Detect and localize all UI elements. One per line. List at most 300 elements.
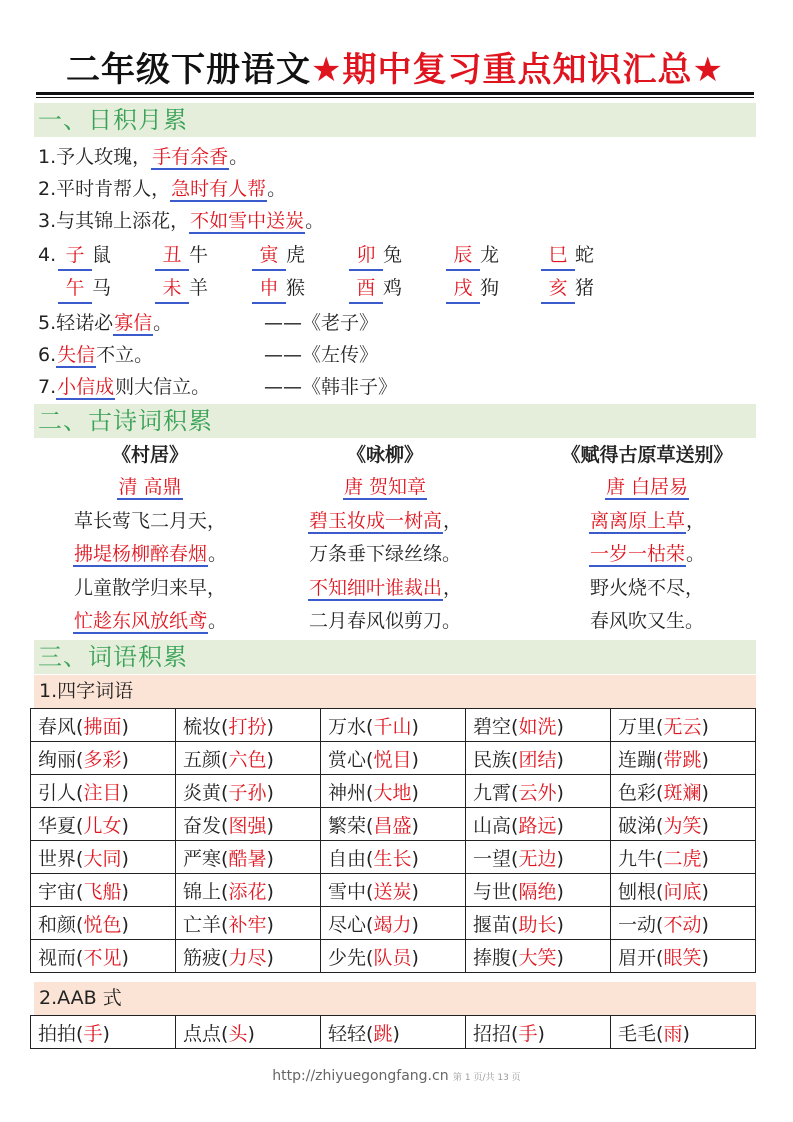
poem-line bbox=[522, 605, 772, 639]
paren-open: ( bbox=[656, 880, 664, 903]
word-prefix: 碧空 bbox=[473, 715, 512, 738]
word-answer: 头 bbox=[228, 1022, 248, 1045]
paren-open: ( bbox=[221, 814, 229, 837]
word-cell bbox=[466, 808, 611, 841]
paren-open: ( bbox=[656, 715, 664, 738]
word-cell bbox=[31, 1016, 176, 1049]
item-text: 不立。 bbox=[96, 344, 154, 366]
word-answer: 子孙 bbox=[228, 781, 267, 804]
paren-open: ( bbox=[221, 1022, 229, 1045]
answer-text: 不如雪中送炭 bbox=[190, 210, 305, 232]
word-prefix: 繁荣 bbox=[328, 814, 367, 837]
word-answer: 带跳 bbox=[663, 748, 702, 771]
word-cell bbox=[321, 1016, 466, 1049]
paren-open: ( bbox=[221, 847, 229, 870]
answer-text: 小信成 bbox=[57, 376, 115, 398]
paren-open: ( bbox=[511, 814, 519, 837]
poem-line bbox=[522, 538, 772, 572]
word-answer: 队员 bbox=[373, 946, 412, 969]
word-cell bbox=[611, 940, 756, 973]
paren-close: ) bbox=[411, 880, 419, 903]
word-prefix: 刨根 bbox=[618, 880, 657, 903]
aab-table bbox=[30, 1015, 756, 1049]
paren-open: ( bbox=[366, 880, 374, 903]
poem-answer: 离离原上草 bbox=[589, 509, 685, 532]
word-answer: 大地 bbox=[373, 781, 412, 804]
poem-answer: 忙趁东风放纸鸢 bbox=[73, 610, 207, 632]
paren-open: ( bbox=[366, 1022, 374, 1045]
subheading-four-char: 1.四字词语 bbox=[34, 675, 756, 708]
paren-close: ) bbox=[392, 1022, 400, 1045]
zodiac-branch: 未 bbox=[155, 274, 189, 304]
item-text: 与其锦上添花， bbox=[56, 210, 190, 232]
word-prefix: 五颜 bbox=[183, 748, 222, 771]
word-prefix: 一动 bbox=[618, 913, 657, 936]
paren-close: ) bbox=[701, 715, 709, 738]
answer-text: 失信 bbox=[57, 344, 96, 366]
quote-line bbox=[38, 373, 210, 401]
word-prefix: 神州 bbox=[328, 781, 367, 804]
paren-close: ) bbox=[556, 946, 564, 969]
word-cell bbox=[176, 808, 321, 841]
paren-close: ) bbox=[556, 880, 564, 903]
word-cell bbox=[31, 742, 176, 775]
word-prefix: 民族 bbox=[473, 748, 512, 771]
paren-open: ( bbox=[366, 946, 374, 969]
paren-close: ) bbox=[411, 946, 419, 969]
paren-close: ) bbox=[266, 847, 274, 870]
zodiac-animal: 鸡 bbox=[383, 277, 403, 299]
poem-author bbox=[522, 471, 772, 505]
answer-text: 手有余香 bbox=[152, 146, 229, 168]
word-cell bbox=[466, 775, 611, 808]
word-answer: 六色 bbox=[228, 748, 267, 771]
poem-text: 万条垂下绿丝绦。 bbox=[308, 543, 461, 565]
word-cell bbox=[31, 709, 176, 742]
paren-close: ) bbox=[121, 946, 129, 969]
subheading-aab: 2.AAB 式 bbox=[34, 982, 756, 1015]
item-punct: 。 bbox=[305, 210, 325, 232]
word-cell bbox=[176, 874, 321, 907]
page-title bbox=[36, 48, 754, 92]
paren-open: ( bbox=[511, 880, 519, 903]
paren-close: ) bbox=[411, 814, 419, 837]
star-icon: ★ bbox=[692, 50, 724, 90]
zodiac-animal: 羊 bbox=[189, 277, 209, 299]
word-cell bbox=[611, 742, 756, 775]
paren-open: ( bbox=[76, 748, 84, 771]
zodiac-pair bbox=[58, 241, 111, 271]
word-prefix: 亡羊 bbox=[183, 913, 222, 936]
word-answer: 千山 bbox=[373, 715, 412, 738]
word-cell bbox=[611, 1016, 756, 1049]
paren-open: ( bbox=[511, 715, 519, 738]
word-prefix: 拍拍 bbox=[38, 1022, 77, 1045]
paren-open: ( bbox=[366, 814, 374, 837]
poem-line bbox=[260, 505, 510, 539]
paren-open: ( bbox=[656, 913, 664, 936]
paren-close: ) bbox=[701, 913, 709, 936]
paren-close: ) bbox=[556, 913, 564, 936]
word-cell bbox=[176, 775, 321, 808]
paren-close: ) bbox=[537, 1022, 545, 1045]
word-answer: 问底 bbox=[663, 880, 702, 903]
word-answer: 大同 bbox=[83, 847, 122, 870]
paren-close: ) bbox=[556, 847, 564, 870]
title-rule-thin bbox=[36, 97, 754, 98]
word-answer: 无云 bbox=[663, 715, 702, 738]
word-cell bbox=[611, 874, 756, 907]
word-cell bbox=[321, 940, 466, 973]
item-num: 2. bbox=[38, 178, 57, 200]
zodiac-pair bbox=[252, 241, 305, 271]
item-punct: 。 bbox=[267, 178, 287, 200]
word-answer: 路远 bbox=[518, 814, 557, 837]
paren-close: ) bbox=[411, 715, 419, 738]
word-cell bbox=[31, 874, 176, 907]
section-heading-1: 一、日积月累 bbox=[34, 103, 756, 137]
poem-column bbox=[260, 441, 510, 639]
section-heading-2: 二、古诗词积累 bbox=[34, 404, 756, 438]
proverb-line bbox=[38, 143, 248, 171]
word-answer: 斑斓 bbox=[663, 781, 702, 804]
poem-answer: 拂堤杨柳醉春烟 bbox=[73, 543, 207, 565]
footer-url[interactable]: http://zhiyuegongfang.cn bbox=[272, 1068, 449, 1084]
poem-punct: 。 bbox=[208, 543, 228, 565]
four-char-table bbox=[30, 708, 756, 973]
word-cell bbox=[31, 808, 176, 841]
word-prefix: 和颜 bbox=[38, 913, 77, 936]
word-prefix: 绚丽 bbox=[38, 748, 77, 771]
paren-open: ( bbox=[76, 1022, 84, 1045]
page-number: 第 1 页/共 13 页 bbox=[453, 1073, 521, 1083]
paren-open: ( bbox=[366, 715, 374, 738]
poem-line bbox=[260, 605, 510, 639]
paren-open: ( bbox=[511, 913, 519, 936]
item-num: 1. bbox=[38, 146, 57, 168]
poem-text: 二月春风似剪刀。 bbox=[308, 610, 461, 632]
poem-line bbox=[260, 572, 510, 606]
poem-punct: 。 bbox=[208, 610, 228, 632]
quote-line bbox=[38, 341, 153, 369]
poem-column bbox=[25, 441, 275, 639]
poem-punct: ， bbox=[443, 576, 463, 599]
paren-close: ) bbox=[266, 715, 274, 738]
word-prefix: 少先 bbox=[328, 946, 367, 969]
word-prefix: 破涕 bbox=[618, 814, 657, 837]
proverb-line bbox=[38, 175, 286, 203]
poem-answer: 一岁一枯荣 bbox=[589, 543, 685, 565]
word-answer: 云外 bbox=[518, 781, 557, 804]
word-cell bbox=[466, 841, 611, 874]
word-answer: 团结 bbox=[518, 748, 557, 771]
paren-open: ( bbox=[511, 781, 519, 804]
word-answer: 雨 bbox=[663, 1022, 683, 1045]
word-answer: 拂面 bbox=[83, 715, 122, 738]
table-row bbox=[31, 709, 756, 742]
paren-open: ( bbox=[76, 913, 84, 936]
paren-close: ) bbox=[411, 781, 419, 804]
word-cell bbox=[321, 874, 466, 907]
word-cell bbox=[611, 841, 756, 874]
zodiac-num: 4. bbox=[38, 244, 57, 266]
title-rule bbox=[36, 92, 754, 95]
zodiac-pair bbox=[349, 241, 402, 271]
zodiac-pair bbox=[349, 274, 402, 304]
word-answer: 打扮 bbox=[228, 715, 267, 738]
poem-punct: 。 bbox=[686, 543, 706, 565]
poem-text: 儿童散学归来早， bbox=[73, 576, 226, 599]
word-prefix: 雪中 bbox=[328, 880, 367, 903]
poem-author bbox=[260, 471, 510, 505]
word-prefix: 与世 bbox=[473, 880, 512, 903]
poem-title: 《赋得古原草送别》 bbox=[561, 444, 733, 466]
quote-source: ——《左传》 bbox=[264, 344, 379, 366]
poem-title: 《村居》 bbox=[111, 444, 188, 466]
paren-open: ( bbox=[221, 715, 229, 738]
paren-open: ( bbox=[511, 1022, 519, 1045]
word-answer: 眼笑 bbox=[663, 946, 702, 969]
poem-line bbox=[25, 505, 275, 539]
poem-punct: ， bbox=[686, 509, 706, 532]
word-cell bbox=[321, 841, 466, 874]
poem-answer: 不知细叶谁裁出 bbox=[308, 576, 442, 599]
word-prefix: 捧腹 bbox=[473, 946, 512, 969]
paren-close: ) bbox=[556, 715, 564, 738]
word-answer: 酷暑 bbox=[228, 847, 267, 870]
zodiac-pair bbox=[541, 241, 594, 271]
word-cell bbox=[611, 808, 756, 841]
word-cell bbox=[611, 709, 756, 742]
word-cell bbox=[466, 874, 611, 907]
zodiac-animal: 蛇 bbox=[575, 244, 595, 266]
word-prefix: 奋发 bbox=[183, 814, 222, 837]
word-answer: 添花 bbox=[228, 880, 267, 903]
paren-open: ( bbox=[76, 814, 84, 837]
answer-text: 急时有人帮 bbox=[171, 178, 267, 200]
paren-open: ( bbox=[76, 847, 84, 870]
zodiac-branch: 子 bbox=[58, 241, 92, 271]
paren-close: ) bbox=[121, 880, 129, 903]
word-prefix: 严寒 bbox=[183, 847, 222, 870]
word-cell bbox=[321, 709, 466, 742]
quote-source: ——《老子》 bbox=[264, 312, 379, 334]
word-prefix: 华夏 bbox=[38, 814, 77, 837]
paren-open: ( bbox=[366, 847, 374, 870]
footer bbox=[0, 1068, 793, 1084]
word-answer: 力尽 bbox=[228, 946, 267, 969]
word-answer: 手 bbox=[518, 1022, 538, 1045]
item-num: 3. bbox=[38, 210, 57, 232]
word-prefix: 世界 bbox=[38, 847, 77, 870]
poem-author bbox=[25, 471, 275, 505]
word-cell bbox=[321, 907, 466, 940]
zodiac-branch: 辰 bbox=[446, 241, 480, 271]
paren-open: ( bbox=[221, 781, 229, 804]
zodiac-pair bbox=[446, 274, 499, 304]
word-prefix: 揠苗 bbox=[473, 913, 512, 936]
word-prefix: 引人 bbox=[38, 781, 77, 804]
word-prefix: 眉开 bbox=[618, 946, 657, 969]
zodiac-branch: 午 bbox=[58, 274, 92, 304]
quote-source: ——《韩非子》 bbox=[264, 376, 398, 398]
paren-open: ( bbox=[656, 781, 664, 804]
title-main: 二年级下册语文 bbox=[66, 50, 312, 90]
word-cell bbox=[321, 808, 466, 841]
poem-line bbox=[522, 505, 772, 539]
paren-close: ) bbox=[701, 748, 709, 771]
paren-open: ( bbox=[366, 781, 374, 804]
paren-close: ) bbox=[701, 946, 709, 969]
section-heading-3: 三、词语积累 bbox=[34, 640, 756, 674]
word-answer: 二虎 bbox=[663, 847, 702, 870]
word-cell bbox=[466, 907, 611, 940]
table-row bbox=[31, 841, 756, 874]
poem-text: 草长莺飞二月天， bbox=[73, 509, 226, 532]
word-answer: 飞船 bbox=[83, 880, 122, 903]
word-prefix: 视而 bbox=[38, 946, 77, 969]
word-prefix: 万水 bbox=[328, 715, 367, 738]
word-prefix: 色彩 bbox=[618, 781, 657, 804]
word-cell bbox=[176, 709, 321, 742]
paren-close: ) bbox=[102, 1022, 110, 1045]
word-prefix: 一望 bbox=[473, 847, 512, 870]
item-num: 6. bbox=[38, 344, 57, 366]
zodiac-animal: 虎 bbox=[286, 244, 306, 266]
word-cell bbox=[176, 907, 321, 940]
word-answer: 昌盛 bbox=[373, 814, 412, 837]
answer-text: 寡信 bbox=[114, 312, 153, 334]
zodiac-pair bbox=[541, 274, 594, 304]
zodiac-branch: 亥 bbox=[541, 274, 575, 304]
word-answer: 隔绝 bbox=[518, 880, 557, 903]
word-cell bbox=[611, 907, 756, 940]
zodiac-pair bbox=[155, 274, 208, 304]
paren-close: ) bbox=[556, 781, 564, 804]
poem-answer: 碧玉妆成一树高 bbox=[308, 509, 442, 532]
word-prefix: 炎黄 bbox=[183, 781, 222, 804]
zodiac-animal: 兔 bbox=[383, 244, 403, 266]
word-answer: 无边 bbox=[518, 847, 557, 870]
word-cell bbox=[176, 841, 321, 874]
word-prefix: 春风 bbox=[38, 715, 77, 738]
paren-open: ( bbox=[221, 946, 229, 969]
quote-line bbox=[38, 309, 172, 337]
poem-title: 《咏柳》 bbox=[346, 444, 423, 466]
paren-open: ( bbox=[221, 913, 229, 936]
word-answer: 手 bbox=[83, 1022, 103, 1045]
word-answer: 生长 bbox=[373, 847, 412, 870]
item-text: 予人玫瑰， bbox=[56, 146, 152, 168]
word-answer: 多彩 bbox=[83, 748, 122, 771]
zodiac-pair bbox=[446, 241, 499, 271]
paren-close: ) bbox=[266, 748, 274, 771]
word-cell bbox=[31, 841, 176, 874]
paren-open: ( bbox=[76, 715, 84, 738]
poem-line bbox=[260, 538, 510, 572]
word-prefix: 招招 bbox=[473, 1022, 512, 1045]
item-text: 轻诺必 bbox=[56, 312, 114, 334]
paren-close: ) bbox=[266, 880, 274, 903]
table-row bbox=[31, 907, 756, 940]
author-text: 唐 白居易 bbox=[605, 476, 689, 498]
poem-line bbox=[522, 572, 772, 606]
word-answer: 不见 bbox=[83, 946, 122, 969]
item-text: 平时肯帮人， bbox=[56, 178, 171, 200]
paren-close: ) bbox=[701, 847, 709, 870]
word-prefix: 锦上 bbox=[183, 880, 222, 903]
word-answer: 跳 bbox=[373, 1022, 393, 1045]
paren-open: ( bbox=[511, 748, 519, 771]
zodiac-branch: 申 bbox=[252, 274, 286, 304]
word-prefix: 点点 bbox=[183, 1022, 222, 1045]
proverb-line bbox=[38, 207, 324, 235]
paren-close: ) bbox=[266, 781, 274, 804]
paren-open: ( bbox=[656, 946, 664, 969]
paren-open: ( bbox=[656, 847, 664, 870]
paren-close: ) bbox=[121, 715, 129, 738]
paren-open: ( bbox=[221, 880, 229, 903]
word-cell bbox=[176, 1016, 321, 1049]
item-punct: 。 bbox=[229, 146, 249, 168]
zodiac-animal: 猴 bbox=[286, 277, 306, 299]
item-text: 。 bbox=[153, 312, 173, 334]
zodiac-branch: 戌 bbox=[446, 274, 480, 304]
author-text: 唐 贺知章 bbox=[343, 476, 427, 498]
word-answer: 悦色 bbox=[83, 913, 122, 936]
word-answer: 为笑 bbox=[663, 814, 702, 837]
zodiac-branch: 卯 bbox=[349, 241, 383, 271]
zodiac-animal: 马 bbox=[92, 277, 112, 299]
paren-close: ) bbox=[411, 748, 419, 771]
paren-open: ( bbox=[221, 748, 229, 771]
paren-close: ) bbox=[266, 946, 274, 969]
paren-open: ( bbox=[656, 1022, 664, 1045]
word-answer: 补牢 bbox=[228, 913, 267, 936]
word-answer: 送炭 bbox=[373, 880, 412, 903]
word-prefix: 九牛 bbox=[618, 847, 657, 870]
zodiac-branch: 巳 bbox=[541, 241, 575, 271]
word-prefix: 九霄 bbox=[473, 781, 512, 804]
poem-text: 春风吹又生。 bbox=[589, 610, 704, 632]
word-prefix: 毛毛 bbox=[618, 1022, 657, 1045]
word-prefix: 筋疲 bbox=[183, 946, 222, 969]
zodiac-branch: 丑 bbox=[155, 241, 189, 271]
zodiac-branch: 酉 bbox=[349, 274, 383, 304]
title-highlight: 期中复习重点知识汇总 bbox=[342, 50, 693, 90]
word-answer: 竭力 bbox=[373, 913, 412, 936]
word-cell bbox=[31, 775, 176, 808]
zodiac-animal: 狗 bbox=[480, 277, 500, 299]
paren-close: ) bbox=[701, 781, 709, 804]
poem-text: 野火烧不尽， bbox=[589, 576, 704, 599]
paren-close: ) bbox=[266, 913, 274, 936]
paren-close: ) bbox=[411, 913, 419, 936]
item-text: 则大信立。 bbox=[115, 376, 211, 398]
word-prefix: 宇宙 bbox=[38, 880, 77, 903]
word-prefix: 连蹦 bbox=[618, 748, 657, 771]
word-cell bbox=[321, 742, 466, 775]
word-prefix: 尽心 bbox=[328, 913, 367, 936]
table-row bbox=[31, 874, 756, 907]
word-prefix: 梳妆 bbox=[183, 715, 222, 738]
word-prefix: 万里 bbox=[618, 715, 657, 738]
word-answer: 图强 bbox=[228, 814, 267, 837]
paren-close: ) bbox=[556, 814, 564, 837]
word-cell bbox=[31, 907, 176, 940]
word-prefix: 赏心 bbox=[328, 748, 367, 771]
zodiac-branch: 寅 bbox=[252, 241, 286, 271]
